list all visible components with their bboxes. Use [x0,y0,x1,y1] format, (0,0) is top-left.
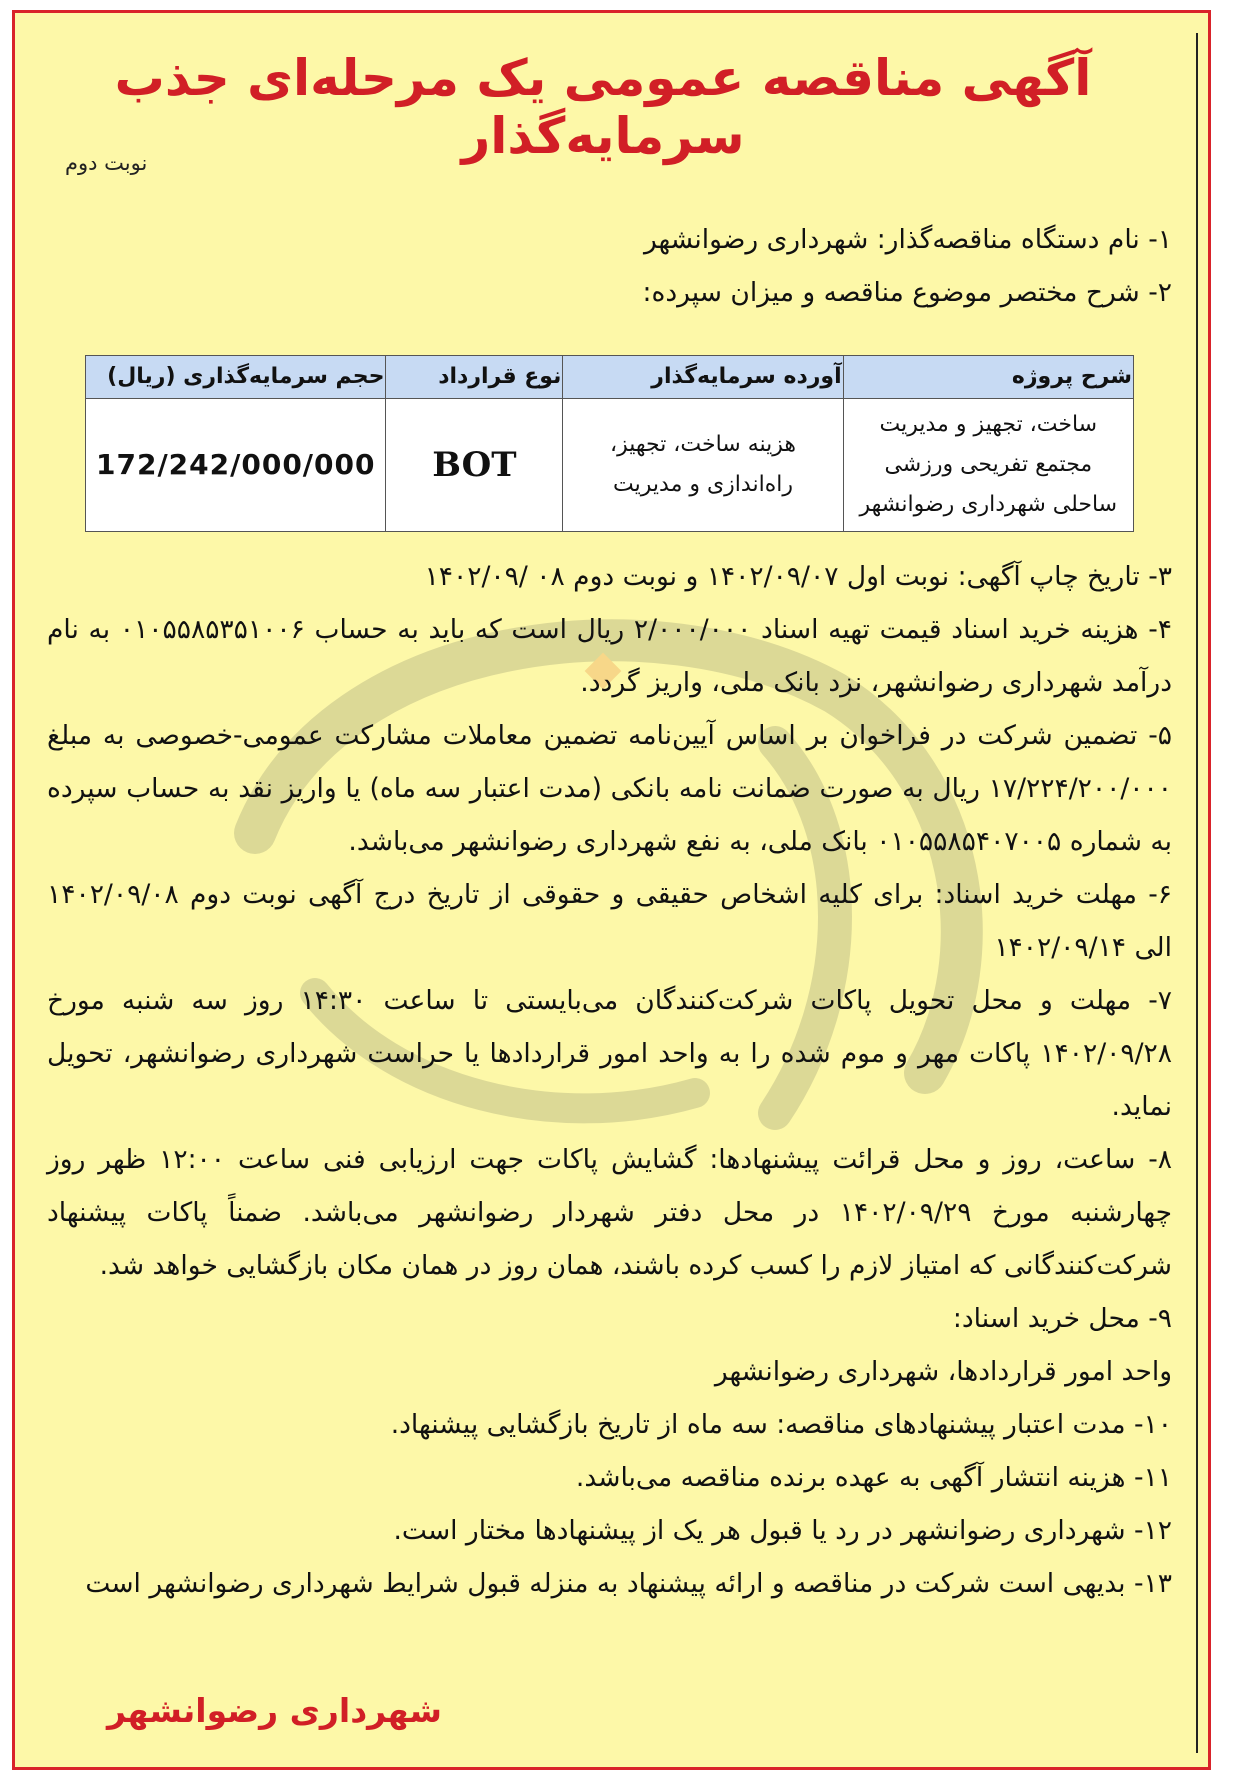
table-header-row [86,356,1134,399]
item-12: ۱۲- شهرداری رضوانشهر در رد یا قبول هر یک از پیشنهادها مختار است. [393,1515,1172,1546]
round-label: نوبت دوم [65,151,148,175]
cell-investor-contribution: هزینه ساخت، تجهیز، راه‌اندازی و مدیریت [563,399,843,532]
item-11: ۱۱- هزینه انتشار آگهی به عهده برنده مناقصه می‌باشد. [575,1462,1172,1493]
table-row [86,399,1134,532]
header-investor-contribution: آورده سرمایه‌گذار [563,356,843,399]
tender-table-wrapper [85,355,1134,532]
item-5: ۵- تضمین شرکت در فراخوان بر اساس آیین‌نامه تضمین معاملات مشارکت عمومی-خصوصی به مبلغ ۱۷/۲۲۴/۲۰۰/۰۰۰ ریال به صورت ضمانت نامه بانکی (مدت اعتبار سه ماه) یا واریز نقد به حساب سپرده به شماره ۰۱۰۵۵۸۵۴۰۷۰۰۵ بانک ملی، به نفع شهرداری رضوانشهر می‌باشد. [47,720,1172,857]
item-9: ۹- محل خرید اسناد: [952,1303,1172,1334]
cell-project-description: ساخت، تجهیز و مدیریت مجتمع تفریحی ورزشی ساحلی شهرداری رضوانشهر [843,399,1133,532]
cell-contract-type: BOT [386,399,563,532]
header-investment-amount: حجم سرمایه‌گذاری (ریال) [86,356,386,399]
tender-table [85,355,1134,532]
item-1: ۱- نام دستگاه مناقصه‌گذار: شهرداری رضوانشهر [643,224,1172,255]
item-13: ۱۳- بدیهی است شرکت در مناقصه و ارائه پیشنهاد به منزله قبول شرایط شهرداری رضوانشهر است [85,1568,1172,1599]
item-10: ۱۰- مدت اعتبار پیشنهادهای مناقصه: سه ماه از تاریخ بازگشایی پیشنهاد. [390,1409,1172,1440]
item-2: ۲- شرح مختصر موضوع مناقصه و میزان سپرده: [642,277,1172,308]
item-4: ۴- هزینه خرید اسناد قیمت تهیه اسناد ۲/۰۰۰/۰۰۰ ریال است که باید به حساب ۰۱۰۵۵۸۵۳۵۱۰۰۶ به نام درآمد شهرداری رضوانشهر، نزد بانک ملی، واریز گردد. [47,614,1172,698]
item-7: ۷- مهلت و محل تحویل پاکات شرکت‌کنندگان می‌بایستی تا ساعت ۱۴:۳۰ روز سه شنبه مورخ ۱۴۰۲/۰۹/۲۸ پاکات مهر و موم شده را به واحد امور قراردادها یا حراست شهرداری رضوانشهر، تحویل نماید. [47,985,1172,1122]
item-3: ۳- تاریخ چاپ آگهی: نوبت اول ۱۴۰۲/۰۹/۰۷ و نوبت دوم ۰۸ /۱۴۰۲/۰۹ [424,561,1172,592]
header-project-description: شرح پروژه [843,356,1133,399]
cell-investment-amount: 172/242/000/000 [86,399,386,532]
item-9-location: واحد امور قراردادها، شهرداری رضوانشهر [714,1356,1172,1387]
item-6: ۶- مهلت خرید اسناد: برای کلیه اشخاص حقیقی و حقوقی از تاریخ درج آگهی نوبت دوم ۱۴۰۲/۰۹/۰۸ الی ۱۴۰۲/۰۹/۱۴ [47,879,1172,963]
signature: شهرداری رضوانشهر [107,1691,442,1730]
page-title: آگهی مناقصه عمومی یک مرحله‌ای جذب سرمایه‌گذار [114,49,1092,165]
side-rule [1196,33,1206,1753]
header-contract-type: نوع قرارداد [386,356,563,399]
item-8: ۸- ساعت، روز و محل قرائت پیشنهادها: گشایش پاکات جهت ارزیابی فنی ساعت ۱۲:۰۰ ظهر روز چهارشنبه مورخ ۱۴۰۲/۰۹/۲۹ در محل دفتر شهردار رضوانشهر می‌باشد. ضمناً پاکات پیشنهاد شرکت‌کنندگانی که امتیاز لازم را کسب کرده باشند، همان روز در همان مکان بازگشایی خواهد شد. [47,1144,1173,1281]
notice-frame [12,10,1211,1770]
notice-body [47,213,1172,1610]
